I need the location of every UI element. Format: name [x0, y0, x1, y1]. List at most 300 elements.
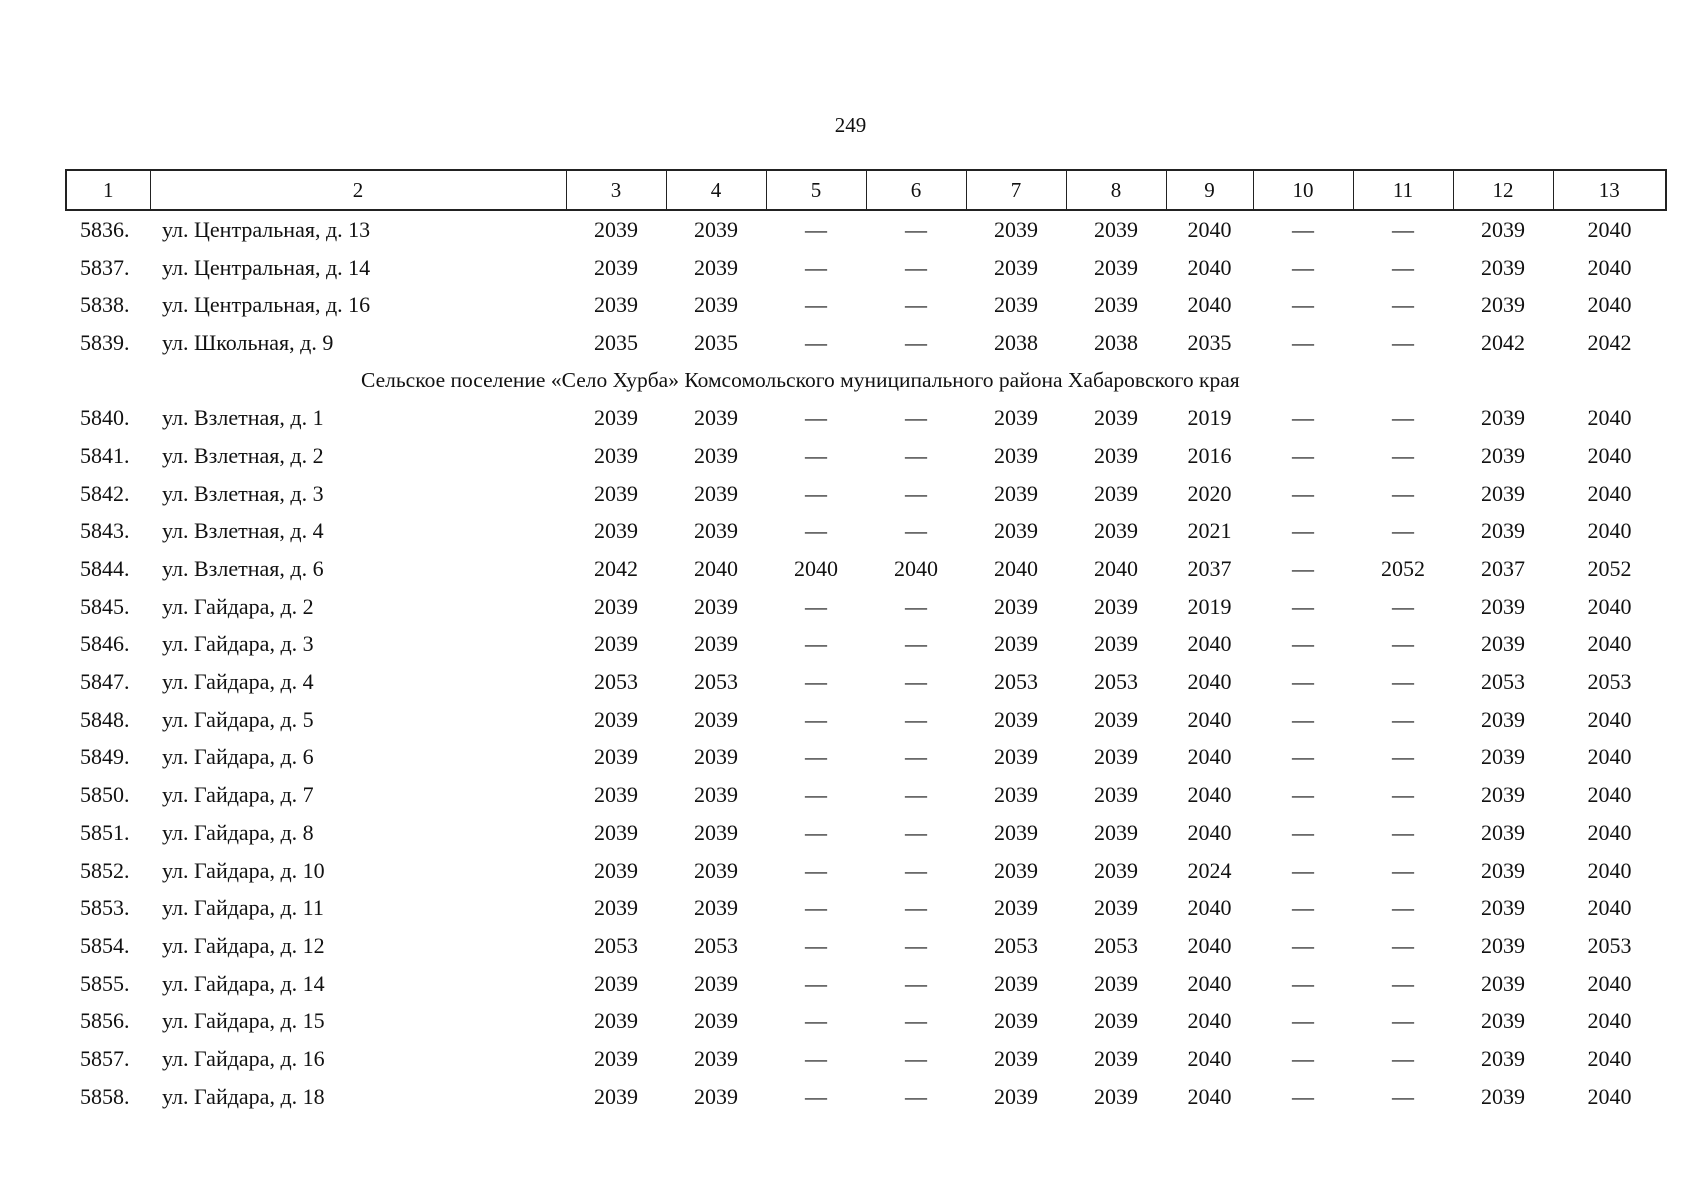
year-cell-col-5: —: [805, 932, 827, 958]
year-cell-col-9: 2040: [1187, 631, 1232, 657]
year-cell-col-10: —: [1292, 1083, 1314, 1109]
year-cell-col-8: 2039: [1094, 1045, 1138, 1071]
year-cell-col-3: 2053: [594, 932, 638, 958]
year-cell-col-9: 2040: [1187, 932, 1232, 958]
year-cell-col-5: —: [805, 782, 827, 808]
year-cell-col-10: —: [1292, 292, 1314, 318]
row-number: 5848.: [80, 706, 130, 732]
year-cell-col-6: —: [905, 292, 927, 318]
year-cell-col-4: 2040: [694, 556, 738, 582]
year-cell-col-5: —: [805, 1045, 827, 1071]
year-cell-col-7: 2039: [994, 442, 1038, 468]
year-cell-col-9: 2040: [1187, 216, 1232, 242]
address-cell: ул. Гайдара, д. 5: [162, 706, 314, 732]
year-cell-col-12: 2039: [1481, 744, 1525, 770]
table-row: [66, 889, 1666, 927]
year-cell-col-7: 2039: [994, 782, 1038, 808]
year-cell-col-10: —: [1292, 518, 1314, 544]
column-header-2: 2: [150, 170, 566, 210]
table-header: [66, 170, 1666, 210]
year-cell-col-9: 2040: [1187, 895, 1232, 921]
year-cell-col-8: 2039: [1094, 593, 1138, 619]
year-cell-col-12: 2039: [1481, 631, 1525, 657]
year-cell-col-4: 2039: [694, 970, 738, 996]
row-number: 5845.: [80, 593, 130, 619]
table-row: [66, 776, 1666, 814]
year-cell-col-13: 2040: [1587, 593, 1632, 619]
column-header-5: 5: [766, 170, 866, 210]
year-cell-col-12: 2039: [1481, 706, 1525, 732]
year-cell-col-8: 2038: [1094, 329, 1138, 355]
column-header-7: 7: [966, 170, 1066, 210]
table-body: [66, 210, 1666, 1116]
year-cell-col-7: 2039: [994, 254, 1038, 280]
repair-schedule-table: [65, 169, 1667, 1116]
year-cell-col-3: 2039: [594, 819, 638, 845]
year-cell-col-4: 2053: [694, 932, 738, 958]
year-cell-col-3: 2039: [594, 895, 638, 921]
year-cell-col-8: 2039: [1094, 895, 1138, 921]
table-row: [66, 626, 1666, 664]
year-cell-col-7: 2053: [994, 932, 1038, 958]
year-cell-col-11: —: [1392, 744, 1414, 770]
year-cell-col-10: —: [1292, 932, 1314, 958]
year-cell-col-5: —: [805, 1008, 827, 1034]
table-row: [66, 437, 1666, 475]
table-row: [66, 324, 1666, 362]
section-heading-row: [66, 362, 1666, 400]
year-cell-col-10: —: [1292, 669, 1314, 695]
year-cell-col-13: 2040: [1587, 895, 1632, 921]
year-cell-col-7: 2039: [994, 405, 1038, 431]
year-cell-col-5: —: [805, 970, 827, 996]
address-cell: ул. Гайдара, д. 6: [162, 744, 314, 770]
section-title: Сельское поселение «Село Хурба» Комсомольского муниципального района Хабаровского края: [361, 368, 1240, 393]
year-cell-col-10: —: [1292, 895, 1314, 921]
year-cell-col-7: 2039: [994, 1045, 1038, 1071]
address-cell: ул. Гайдара, д. 11: [162, 895, 324, 921]
year-cell-col-8: 2039: [1094, 857, 1138, 883]
year-cell-col-13: 2040: [1587, 631, 1632, 657]
year-cell-col-3: 2039: [594, 216, 638, 242]
year-cell-col-3: 2039: [594, 631, 638, 657]
table-row: [66, 399, 1666, 437]
year-cell-col-11: 2052: [1381, 556, 1425, 582]
year-cell-col-12: 2039: [1481, 405, 1525, 431]
table-row: [66, 663, 1666, 701]
table-row: [66, 286, 1666, 324]
year-cell-col-4: 2039: [694, 254, 738, 280]
address-cell: ул. Взлетная, д. 2: [162, 442, 324, 468]
year-cell-col-9: 2040: [1187, 706, 1232, 732]
year-cell-col-3: 2039: [594, 857, 638, 883]
year-cell-col-13: 2040: [1587, 1008, 1632, 1034]
year-cell-col-12: 2039: [1481, 1045, 1525, 1071]
year-cell-col-4: 2039: [694, 292, 738, 318]
column-header-6: 6: [866, 170, 966, 210]
year-cell-col-13: 2040: [1587, 782, 1632, 808]
table-row: [66, 814, 1666, 852]
year-cell-col-5: —: [805, 518, 827, 544]
year-cell-col-7: 2039: [994, 216, 1038, 242]
year-cell-col-11: —: [1392, 631, 1414, 657]
year-cell-col-10: —: [1292, 442, 1314, 468]
address-cell: ул. Взлетная, д. 6: [162, 556, 324, 582]
year-cell-col-13: 2042: [1587, 329, 1632, 355]
year-cell-col-11: —: [1392, 1083, 1414, 1109]
year-cell-col-13: 2040: [1587, 216, 1632, 242]
table-row: [66, 739, 1666, 777]
year-cell-col-10: —: [1292, 254, 1314, 280]
year-cell-col-10: —: [1292, 405, 1314, 431]
row-number: 5844.: [80, 556, 130, 582]
year-cell-col-9: 2021: [1187, 518, 1232, 544]
year-cell-col-11: —: [1392, 292, 1414, 318]
address-cell: ул. Взлетная, д. 3: [162, 480, 324, 506]
address-cell: ул. Гайдара, д. 14: [162, 970, 325, 996]
year-cell-col-8: 2039: [1094, 970, 1138, 996]
year-cell-col-12: 2039: [1481, 857, 1525, 883]
year-cell-col-4: 2039: [694, 593, 738, 619]
year-cell-col-11: —: [1392, 857, 1414, 883]
year-cell-col-7: 2039: [994, 593, 1038, 619]
year-cell-col-6: —: [905, 631, 927, 657]
year-cell-col-6: —: [905, 405, 927, 431]
table-row: [66, 249, 1666, 287]
year-cell-col-12: 2039: [1481, 292, 1525, 318]
year-cell-col-8: 2039: [1094, 631, 1138, 657]
column-header-8: 8: [1066, 170, 1166, 210]
year-cell-col-5: —: [805, 819, 827, 845]
year-cell-col-4: 2039: [694, 442, 738, 468]
table-row: [66, 701, 1666, 739]
year-cell-col-3: 2042: [594, 556, 638, 582]
year-cell-col-10: —: [1292, 782, 1314, 808]
year-cell-col-10: —: [1292, 329, 1314, 355]
year-cell-col-9: 2040: [1187, 782, 1232, 808]
year-cell-col-5: 2040: [794, 556, 838, 582]
year-cell-col-5: —: [805, 405, 827, 431]
year-cell-col-8: 2039: [1094, 405, 1138, 431]
year-cell-col-6: —: [905, 1083, 927, 1109]
row-number: 5839.: [80, 329, 130, 355]
year-cell-col-11: —: [1392, 932, 1414, 958]
address-cell: ул. Гайдара, д. 7: [162, 782, 314, 808]
year-cell-col-10: —: [1292, 216, 1314, 242]
year-cell-col-9: 2040: [1187, 1083, 1232, 1109]
column-header-12: 12: [1453, 170, 1553, 210]
year-cell-col-9: 2040: [1187, 254, 1232, 280]
year-cell-col-12: 2039: [1481, 1008, 1525, 1034]
column-header-10: 10: [1253, 170, 1353, 210]
year-cell-col-9: 2016: [1187, 442, 1232, 468]
address-cell: ул. Гайдара, д. 3: [162, 631, 314, 657]
year-cell-col-3: 2039: [594, 1083, 638, 1109]
year-cell-col-8: 2053: [1094, 669, 1138, 695]
year-cell-col-3: 2039: [594, 744, 638, 770]
year-cell-col-7: 2039: [994, 631, 1038, 657]
address-cell: ул. Гайдара, д. 18: [162, 1083, 325, 1109]
year-cell-col-11: —: [1392, 669, 1414, 695]
year-cell-col-8: 2039: [1094, 1083, 1138, 1109]
year-cell-col-4: 2039: [694, 744, 738, 770]
address-cell: ул. Гайдара, д. 4: [162, 669, 314, 695]
year-cell-col-13: 2053: [1587, 669, 1632, 695]
year-cell-col-6: —: [905, 216, 927, 242]
year-cell-col-7: 2039: [994, 706, 1038, 732]
row-number: 5854.: [80, 932, 130, 958]
year-cell-col-5: —: [805, 857, 827, 883]
year-cell-col-3: 2039: [594, 1045, 638, 1071]
year-cell-col-10: —: [1292, 744, 1314, 770]
year-cell-col-8: 2039: [1094, 518, 1138, 544]
year-cell-col-6: —: [905, 593, 927, 619]
row-number: 5857.: [80, 1045, 130, 1071]
year-cell-col-13: 2052: [1587, 556, 1632, 582]
address-cell: ул. Гайдара, д. 8: [162, 819, 314, 845]
year-cell-col-5: —: [805, 631, 827, 657]
year-cell-col-6: —: [905, 706, 927, 732]
year-cell-col-11: —: [1392, 819, 1414, 845]
table-row: [66, 965, 1666, 1003]
year-cell-col-9: 2040: [1187, 669, 1232, 695]
year-cell-col-12: 2039: [1481, 216, 1525, 242]
year-cell-col-7: 2038: [994, 329, 1038, 355]
year-cell-col-13: 2053: [1587, 932, 1632, 958]
year-cell-col-3: 2039: [594, 518, 638, 544]
year-cell-col-4: 2039: [694, 1008, 738, 1034]
column-header-11: 11: [1353, 170, 1453, 210]
year-cell-col-13: 2040: [1587, 819, 1632, 845]
year-cell-col-7: 2039: [994, 857, 1038, 883]
year-cell-col-5: —: [805, 895, 827, 921]
year-cell-col-6: —: [905, 932, 927, 958]
address-cell: ул. Гайдара, д. 2: [162, 593, 314, 619]
row-number: 5858.: [80, 1083, 130, 1109]
year-cell-col-12: 2039: [1481, 1083, 1525, 1109]
year-cell-col-5: —: [805, 216, 827, 242]
year-cell-col-5: —: [805, 706, 827, 732]
row-number: 5842.: [80, 480, 130, 506]
year-cell-col-12: 2039: [1481, 932, 1525, 958]
year-cell-col-10: —: [1292, 819, 1314, 845]
year-cell-col-6: —: [905, 329, 927, 355]
year-cell-col-11: —: [1392, 970, 1414, 996]
column-header-9: 9: [1166, 170, 1253, 210]
year-cell-col-11: —: [1392, 518, 1414, 544]
year-cell-col-7: 2039: [994, 1008, 1038, 1034]
year-cell-col-10: —: [1292, 480, 1314, 506]
year-cell-col-4: 2039: [694, 819, 738, 845]
year-cell-col-12: 2039: [1481, 593, 1525, 619]
year-cell-col-3: 2039: [594, 970, 638, 996]
table-row: [66, 1040, 1666, 1078]
header-row: [66, 170, 1666, 210]
year-cell-col-10: —: [1292, 970, 1314, 996]
year-cell-col-8: 2039: [1094, 706, 1138, 732]
year-cell-col-9: 2040: [1187, 1008, 1232, 1034]
year-cell-col-6: —: [905, 442, 927, 468]
year-cell-col-6: —: [905, 669, 927, 695]
year-cell-col-3: 2039: [594, 480, 638, 506]
address-cell: ул. Центральная, д. 14: [162, 254, 371, 280]
year-cell-col-12: 2039: [1481, 518, 1525, 544]
year-cell-col-3: 2039: [594, 593, 638, 619]
year-cell-col-9: 2040: [1187, 970, 1232, 996]
year-cell-col-3: 2039: [594, 442, 638, 468]
year-cell-col-6: —: [905, 970, 927, 996]
year-cell-col-11: —: [1392, 593, 1414, 619]
year-cell-col-10: —: [1292, 1045, 1314, 1071]
year-cell-col-13: 2040: [1587, 405, 1632, 431]
year-cell-col-4: 2053: [694, 669, 738, 695]
year-cell-col-5: —: [805, 744, 827, 770]
year-cell-col-13: 2040: [1587, 744, 1632, 770]
year-cell-col-3: 2039: [594, 254, 638, 280]
year-cell-col-6: —: [905, 480, 927, 506]
address-cell: ул. Гайдара, д. 15: [162, 1008, 325, 1034]
year-cell-col-10: —: [1292, 1008, 1314, 1034]
year-cell-col-12: 2039: [1481, 970, 1525, 996]
year-cell-col-10: —: [1292, 593, 1314, 619]
table-row: [66, 475, 1666, 513]
year-cell-col-10: —: [1292, 556, 1314, 582]
year-cell-col-12: 2039: [1481, 819, 1525, 845]
year-cell-col-7: 2039: [994, 895, 1038, 921]
year-cell-col-8: 2039: [1094, 1008, 1138, 1034]
year-cell-col-13: 2040: [1587, 254, 1632, 280]
row-number: 5843.: [80, 518, 130, 544]
year-cell-col-10: —: [1292, 706, 1314, 732]
year-cell-col-12: 2039: [1481, 442, 1525, 468]
year-cell-col-12: 2039: [1481, 895, 1525, 921]
year-cell-col-13: 2040: [1587, 292, 1632, 318]
row-number: 5841.: [80, 442, 130, 468]
year-cell-col-6: —: [905, 254, 927, 280]
table-row: [66, 927, 1666, 965]
year-cell-col-12: 2042: [1481, 329, 1525, 355]
address-cell: ул. Взлетная, д. 1: [162, 405, 324, 431]
column-header-4: 4: [666, 170, 766, 210]
year-cell-col-5: —: [805, 593, 827, 619]
year-cell-col-11: —: [1392, 706, 1414, 732]
address-cell: ул. Школьная, д. 9: [162, 329, 334, 355]
year-cell-col-11: —: [1392, 782, 1414, 808]
year-cell-col-12: 2037: [1481, 556, 1525, 582]
table-row: [66, 550, 1666, 588]
year-cell-col-13: 2040: [1587, 442, 1632, 468]
year-cell-col-8: 2039: [1094, 819, 1138, 845]
year-cell-col-13: 2040: [1587, 857, 1632, 883]
year-cell-col-11: —: [1392, 405, 1414, 431]
year-cell-col-6: —: [905, 782, 927, 808]
year-cell-col-4: 2039: [694, 405, 738, 431]
year-cell-col-7: 2039: [994, 1083, 1038, 1109]
year-cell-col-9: 2037: [1187, 556, 1232, 582]
table-row: [66, 588, 1666, 626]
year-cell-col-12: 2053: [1481, 669, 1525, 695]
year-cell-col-11: —: [1392, 1008, 1414, 1034]
year-cell-col-3: 2039: [594, 1008, 638, 1034]
year-cell-col-9: 2040: [1187, 1045, 1232, 1071]
table-row: [66, 513, 1666, 551]
year-cell-col-9: 2020: [1187, 480, 1232, 506]
year-cell-col-4: 2039: [694, 895, 738, 921]
year-cell-col-4: 2035: [694, 329, 738, 355]
year-cell-col-9: 2035: [1187, 329, 1232, 355]
year-cell-col-11: —: [1392, 442, 1414, 468]
year-cell-col-8: 2053: [1094, 932, 1138, 958]
year-cell-col-9: 2019: [1187, 405, 1232, 431]
year-cell-col-12: 2039: [1481, 480, 1525, 506]
row-number: 5836.: [80, 216, 130, 242]
year-cell-col-8: 2039: [1094, 254, 1138, 280]
year-cell-col-9: 2024: [1187, 857, 1232, 883]
year-cell-col-5: —: [805, 480, 827, 506]
year-cell-col-13: 2040: [1587, 1083, 1632, 1109]
year-cell-col-11: —: [1392, 480, 1414, 506]
year-cell-col-13: 2040: [1587, 1045, 1632, 1071]
year-cell-col-3: 2053: [594, 669, 638, 695]
year-cell-col-6: 2040: [894, 556, 938, 582]
year-cell-col-7: 2053: [994, 669, 1038, 695]
year-cell-col-4: 2039: [694, 216, 738, 242]
table-row: [66, 1078, 1666, 1116]
year-cell-col-11: —: [1392, 216, 1414, 242]
year-cell-col-13: 2040: [1587, 518, 1632, 544]
row-number: 5837.: [80, 254, 130, 280]
page-number: 249: [834, 113, 867, 137]
year-cell-col-3: 2035: [594, 329, 638, 355]
year-cell-col-7: 2039: [994, 819, 1038, 845]
row-number: 5850.: [80, 782, 130, 808]
year-cell-col-4: 2039: [694, 1045, 738, 1071]
year-cell-col-5: —: [805, 329, 827, 355]
row-number: 5838.: [80, 292, 130, 318]
year-cell-col-6: —: [905, 744, 927, 770]
year-cell-col-6: —: [905, 857, 927, 883]
year-cell-col-8: 2039: [1094, 744, 1138, 770]
year-cell-col-3: 2039: [594, 706, 638, 732]
year-cell-col-8: 2039: [1094, 442, 1138, 468]
row-number: 5852.: [80, 857, 130, 883]
column-header-3: 3: [566, 170, 666, 210]
year-cell-col-6: —: [905, 1045, 927, 1071]
row-number: 5855.: [80, 970, 130, 996]
column-header-1: 1: [66, 170, 150, 210]
year-cell-col-7: 2039: [994, 292, 1038, 318]
year-cell-col-4: 2039: [694, 480, 738, 506]
year-cell-col-7: 2040: [994, 556, 1038, 582]
year-cell-col-12: 2039: [1481, 782, 1525, 808]
address-cell: ул. Центральная, д. 13: [162, 216, 371, 242]
year-cell-col-7: 2039: [994, 518, 1038, 544]
address-cell: ул. Гайдара, д. 16: [162, 1045, 325, 1071]
year-cell-col-9: 2019: [1187, 593, 1232, 619]
year-cell-col-5: —: [805, 669, 827, 695]
year-cell-col-6: —: [905, 819, 927, 845]
row-number: 5851.: [80, 819, 130, 845]
year-cell-col-4: 2039: [694, 782, 738, 808]
year-cell-col-4: 2039: [694, 1083, 738, 1109]
year-cell-col-8: 2040: [1094, 556, 1138, 582]
year-cell-col-8: 2039: [1094, 782, 1138, 808]
year-cell-col-10: —: [1292, 857, 1314, 883]
year-cell-col-13: 2040: [1587, 480, 1632, 506]
year-cell-col-8: 2039: [1094, 216, 1138, 242]
address-cell: ул. Гайдара, д. 12: [162, 932, 325, 958]
address-cell: ул. Взлетная, д. 4: [162, 518, 324, 544]
